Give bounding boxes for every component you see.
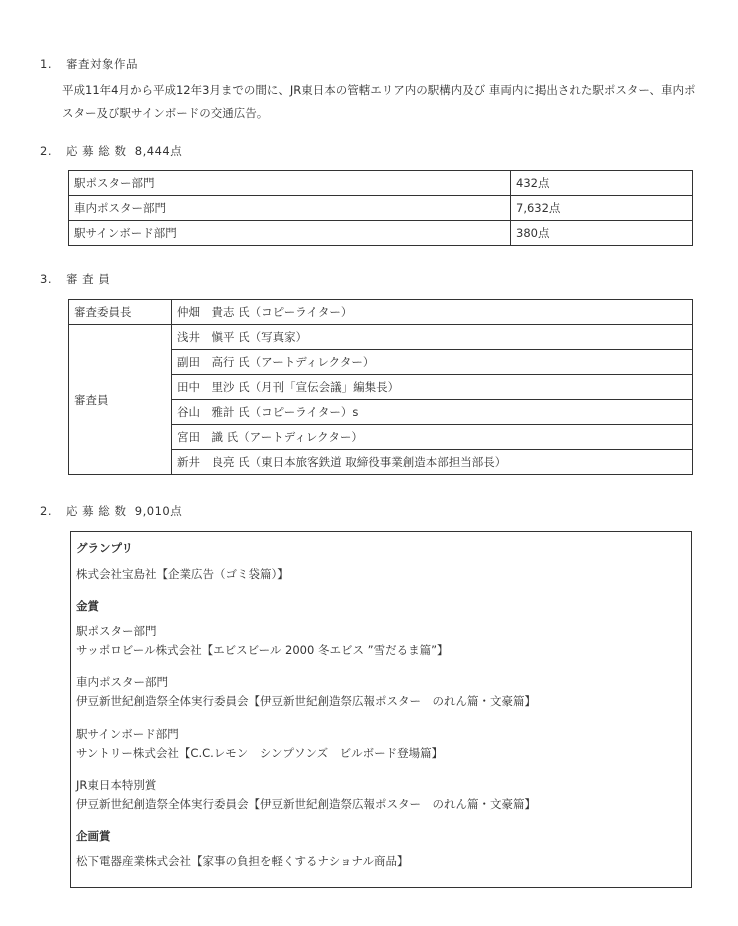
count-cell: 7,632点 [511,196,693,221]
section-number: 2. [40,144,52,158]
gold-category: 駅サインボード部門 [76,727,179,741]
grand-prix-winner: 株式会社宝島社【企業広告（ゴミ袋篇）】 [76,567,289,581]
section-4-heading [40,503,182,519]
count-cell: 432点 [511,171,693,196]
category-cell: 車内ポスター部門 [69,196,511,221]
member-cell: 田中 里沙 氏（月刊「宣伝会議」編集長） [172,375,693,400]
section-number: 2. [40,504,52,518]
members-label-cell: 審査員 [69,325,172,475]
judges-table [68,299,693,475]
planning-winner: 松下電器産業株式会社【家事の負担を軽くするナショナル商品】 [76,854,409,868]
section-1-description: 平成11年4月から平成12年3月までの間に、JR東日本の管轄エリア内の駅構内及び 車両内に掲出された駅ポスター、車内ポスター及び駅サインボードの交通広告。 [62,83,696,120]
gold-winner: 伊豆新世紀創造祭全体実行委員会【伊豆新世紀創造祭広報ポスター のれん篇・文豪篇】 [76,797,536,811]
table-row [69,325,693,350]
planning-heading: 企画賞 [76,829,111,843]
member-cell: 浅井 愼平 氏（写真家） [172,325,693,350]
section-3-heading [40,271,110,287]
chair-cell: 仲畑 貴志 氏（コピーライター） [172,300,693,325]
section-title: 応 募 総 数 [66,144,127,158]
section-1-heading [40,56,138,72]
section-2-heading [40,143,182,159]
section-title: 審査対象作品 [66,57,138,71]
table-row [69,300,693,325]
gold-winner: 伊豆新世紀創造祭全体実行委員会【伊豆新世紀創造祭広報ポスター のれん篇・文豪篇】 [76,694,536,708]
section-number: 3. [40,272,52,286]
gold-winner: サントリー株式会社【C.C.レモン シンプソンズ ビルボード登場篇】 [76,746,444,760]
total-entries-value: 9,010点 [134,504,183,518]
table-row [69,196,693,221]
chair-label-cell: 審査委員長 [69,300,172,325]
gold-heading: 金賞 [76,599,99,613]
category-cell: 駅サインボード部門 [69,221,511,246]
grand-prix-heading: グランプリ [76,541,134,555]
member-cell: 谷山 雅計 氏（コピーライター）s [172,400,693,425]
entries-table [68,170,693,246]
category-cell: 駅ポスター部門 [69,171,511,196]
gold-winner: サッポロビール株式会社【エビスビール 2000 冬エビス ”雪だるま篇”】 [76,643,449,657]
member-cell: 副田 高行 氏（アートディレクター） [172,350,693,375]
member-cell: 宮田 識 氏（アートディレクター） [172,425,693,450]
gold-category: 車内ポスター部門 [76,675,168,689]
section-title: 審 査 員 [66,272,111,286]
gold-category: 駅ポスター部門 [76,624,157,638]
section-title: 応 募 総 数 [66,504,127,518]
awards-box [70,531,692,888]
section-number: 1. [40,57,52,71]
count-cell: 380点 [511,221,693,246]
member-cell: 新井 良亮 氏（東日本旅客鉄道 取締役事業創造本部担当部長） [172,450,693,475]
table-row [69,221,693,246]
total-entries-value: 8,444点 [134,144,183,158]
gold-category: JR東日本特別賞 [76,778,157,792]
table-row [69,171,693,196]
